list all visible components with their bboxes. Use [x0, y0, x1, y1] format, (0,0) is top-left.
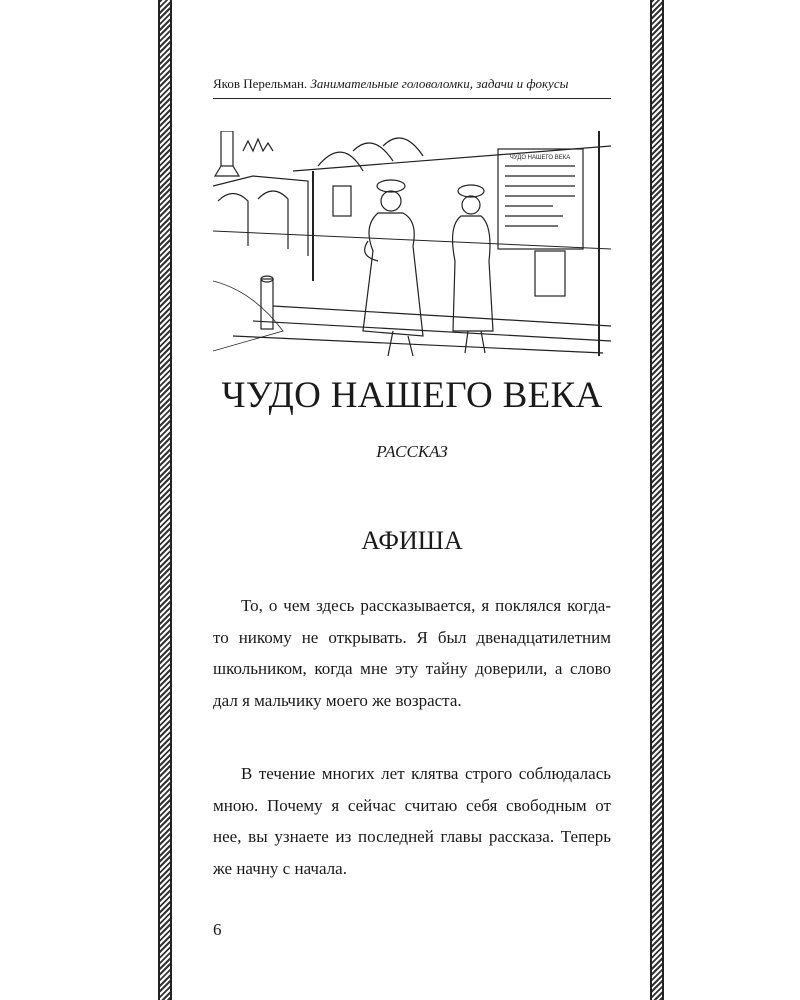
- page-number: 6: [213, 920, 222, 939]
- running-head-author: Яков Перельман.: [213, 76, 308, 91]
- chapter-illustration: [213, 131, 611, 356]
- left-decorative-border: [158, 0, 172, 1000]
- running-head: [213, 76, 611, 92]
- book-page: [213, 0, 611, 1000]
- body-paragraph: В течение многих лет клятва строго соблюдалась мною. Почему я сейчас считаю себя свободным от нее, вы узнаете из последней главы рассказа. Теперь же начну с начала.: [213, 764, 611, 878]
- right-decorative-border: [650, 0, 664, 1000]
- section-title: АФИША: [361, 526, 463, 555]
- header-rule: [213, 98, 611, 99]
- body-paragraph: То, о чем здесь рассказывается, я поклялся когда-то никому не открывать. Я был двенадцатилетним школьником, когда мне эту тайну доверили, а слово дал я мальчику моего же возраста.: [213, 596, 611, 710]
- chapter-title: ЧУДО НАШЕГО ВЕКА: [221, 375, 603, 416]
- poster-heading: ЧУДО НАШЕГО ВЕКА: [509, 155, 571, 161]
- running-head-title: Занимательные головоломки, задачи и фокусы: [310, 76, 569, 91]
- chapter-subtitle: РАССКАЗ: [376, 442, 448, 461]
